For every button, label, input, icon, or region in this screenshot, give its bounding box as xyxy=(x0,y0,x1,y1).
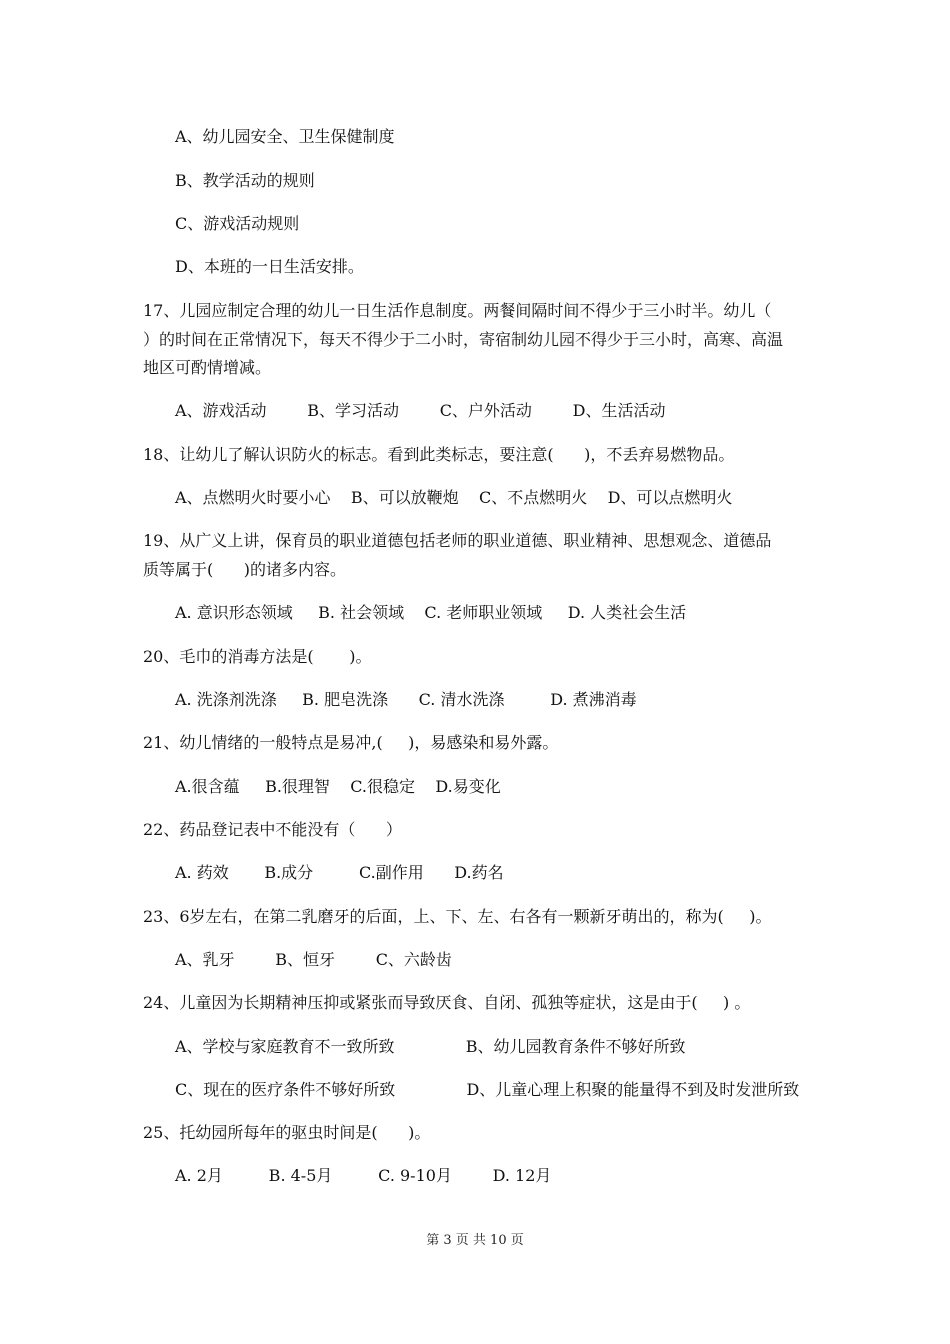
question-24: 24、儿童因为长期精神压抑或紧张而导致厌食、自闭、孤独等症状，这是由于( ) 。 xyxy=(143,993,751,1012)
question-25: 25、托幼园所每年的驱虫时间是( )。 xyxy=(143,1123,431,1142)
option-line: C、游戏活动规则 xyxy=(175,214,300,233)
question-22: 22、药品登记表中不能没有（ ） xyxy=(143,820,402,839)
options-17: A、游戏活动 B、学习活动 C、户外活动 D、生活活动 xyxy=(175,401,666,420)
options-18: A、点燃明火时要小心 B、可以放鞭炮 C、不点燃明火 D、可以点燃明火 xyxy=(175,488,733,507)
question-21: 21、幼儿情绪的一般特点是易冲,( )，易感染和易外露。 xyxy=(143,733,559,752)
options-24: C、现在的医疗条件不够好所致 D、儿童心理上积聚的能量得不到及时发泄所致 xyxy=(175,1080,800,1099)
question-20: 20、毛巾的消毒方法是( )。 xyxy=(143,647,372,666)
question-23: 23、6岁左右，在第二乳磨牙的后面，上、下、左、右各有一颗新牙萌出的，称为( )。 xyxy=(143,907,772,926)
options-19: A. 意识形态领域 B. 社会领域 C. 老师职业领域 D. 人类社会生活 xyxy=(175,603,687,622)
question-19: 19、从广义上讲，保育员的职业道德包括老师的职业道德、职业精神、思想观念、道德品 xyxy=(143,531,772,550)
options-23: A、乳牙 B、恒牙 C、六龄齿 xyxy=(175,950,452,969)
option-line: D、本班的一日生活安排。 xyxy=(175,257,364,276)
options-22: A. 药效 B.成分 C.副作用 D.药名 xyxy=(175,863,504,882)
question-18: 18、让幼儿了解认识防火的标志。看到此类标志，要注意( )，不丢弃易燃物品。 xyxy=(143,445,735,464)
options-20: A. 洗涤剂洗涤 B. 肥皂洗涤 C. 清水洗涤 D. 煮沸消毒 xyxy=(175,690,637,709)
option-line: B、教学活动的规则 xyxy=(175,171,315,190)
page-footer: 第 3 页 共 10 页 xyxy=(426,1233,524,1248)
options-21: A.很含蕴 B.很理智 C.很稳定 D.易变化 xyxy=(175,777,501,796)
question-17-cont: 地区可酌情增减。 xyxy=(143,358,272,377)
question-19-cont: 质等属于( )的诸多内容。 xyxy=(143,560,347,579)
question-17-cont: ）的时间在正常情况下，每天不得少于二小时，寄宿制幼儿园不得少于三小时，高寒、高温 xyxy=(143,330,784,349)
question-17: 17、儿园应制定合理的幼儿一日生活作息制度。两餐间隔时间不得少于三小时半。幼儿（ xyxy=(143,301,772,320)
option-line: A、幼儿园安全、卫生保健制度 xyxy=(175,127,395,146)
options-24: A、学校与家庭教育不一致所致 B、幼儿园教育条件不够好所致 xyxy=(175,1037,686,1056)
options-25: A. 2月 B. 4-5月 C. 9-10月 D. 12月 xyxy=(175,1166,552,1185)
